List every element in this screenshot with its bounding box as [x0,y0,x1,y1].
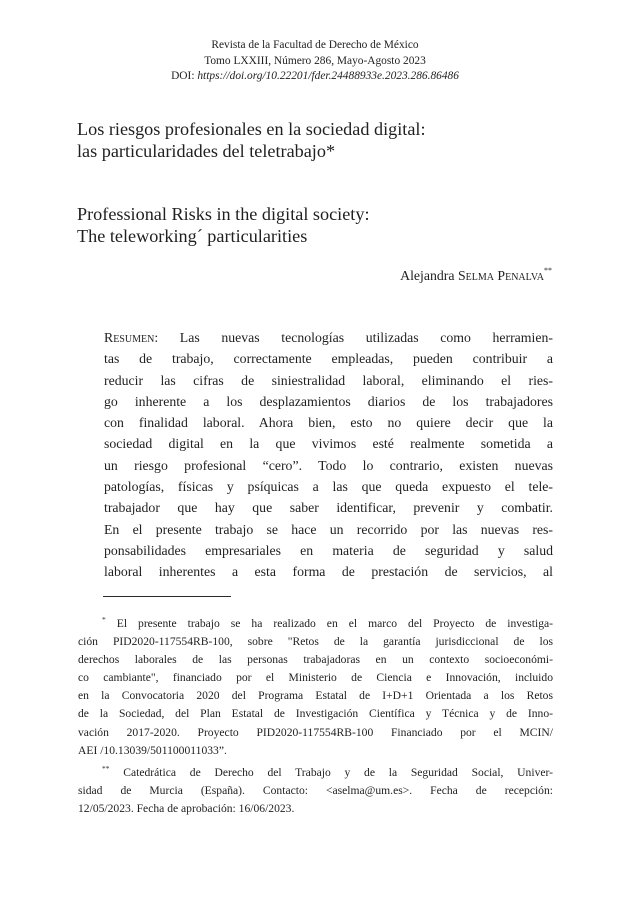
title-es-line2 [77,140,557,162]
title-footnote-marker[interactable]: * [325,141,336,161]
footnote-line: sidad de Murcia (España). Contacto: <aselma@um.es>. Fecha de recepción: [78,783,553,797]
footnote-marker: ** [102,763,110,773]
footnote-line [78,611,553,633]
article-title-spanish [77,118,557,162]
footnote-line-text: El presente trabajo se ha realizado en el marco del Proyecto de investiga- [116,617,553,630]
footnote-line: 12/05/2023. Fecha de aprobación: 16/06/2023. [78,801,295,815]
journal-name: Revista de la Facultad de Derecho de México [211,39,419,51]
abstract-line: con finalidad laboral. Ahora bien, esto no quiere decir que la [104,415,553,431]
abstract-line: un riesgo profesional “cero”. Todo lo contrario, existen nuevas [104,457,553,473]
doi-label: DOI: [171,70,195,82]
abstract-line: ponsabilidades empresariales en materia de seguridad y salud [104,542,553,558]
author-footnote-marker[interactable]: ** [544,266,552,275]
footnote-line: en la Convocatoria 2020 del Programa Estatal de I+D+1 Orientada a los Retos [78,689,553,703]
title-en-line2: The teleworking´ particularities [77,226,308,246]
footnote-line: derechos laborales de las personas trabajadoras en un contexto socioeconómi- [78,653,553,667]
abstract [104,327,553,583]
abstract-line: trabajador que hay que saber identificar, prevenir y combatir. [104,500,553,516]
abstract-line: patologías, físicas y psíquicas a las que queda expuesto el tele- [104,479,553,495]
issue-info: Tomo LXXIII, Número 286, Mayo-Agosto 2023 [204,54,426,67]
abstract-line: go inherente a los desplazamientos diarios de los trabajadores [104,393,553,409]
footnote-line: vación 2017-2020. Proyecto PID2020-117554RB-100 Financiado por el MCIN/ [78,725,553,739]
footnote-line [78,760,553,782]
abstract-line-text: Las nuevas tecnologías utilizadas como herramien- [179,330,553,345]
abstract-line: tas de trabajo, correctamente empleadas, pueden contribuir a [104,351,553,367]
running-header [0,38,630,85]
footnotes [78,611,553,818]
author-given-name: Alejandra [400,268,455,283]
abstract-line: reducir las cifras de siniestralidad laboral, eliminando el ries- [104,372,553,388]
abstract-line: sociedad digital en la que vivimos esté realmente sometida a [104,436,553,452]
author-byline [400,266,552,284]
footnote-line: de la Sociedad, del Plan Estatal de Investigación Científica y Técnica y de Inno- [78,707,553,721]
article-title-english [77,203,557,247]
title-en-line1: Professional Risks in the digital society: [77,204,370,224]
doi-line [0,69,630,85]
footnote-separator [103,596,231,597]
abstract-line: laboral inherentes a esta forma de prestación de servicios, al [104,564,553,580]
footnote-project [78,611,553,760]
author-surname: Selma Penalva [457,268,544,283]
footnote-line-text: Catedrática de Derecho del Trabajo y de la Seguridad Social, Univer- [123,765,554,779]
doi-link[interactable]: https://doi.org/10.22201/fder.24488933e.2023.286.86486 [197,70,459,82]
footnote-line: AEI /10.13039/501100011033”. [78,743,227,757]
abstract-label: Resumen: [104,330,159,345]
abstract-line: En el presente trabajo se hace un recorrido por las nuevas res- [104,521,553,537]
title-es-line1: Los riesgos profesionales en la sociedad digital: [77,119,426,139]
footnote-marker: * [102,615,106,624]
abstract-line [104,327,553,348]
footnote-line: co cambiante", financiado por el Ministerio de Ciencia e Innovación, incluido [78,671,553,685]
title-es-line2-text: las particularidades del teletrabajo [77,141,326,161]
footnote-line: ción PID2020-117554RB-100, sobre "Retos de la garantía jurisdiccional de los [78,635,553,649]
footnote-author [78,760,553,818]
